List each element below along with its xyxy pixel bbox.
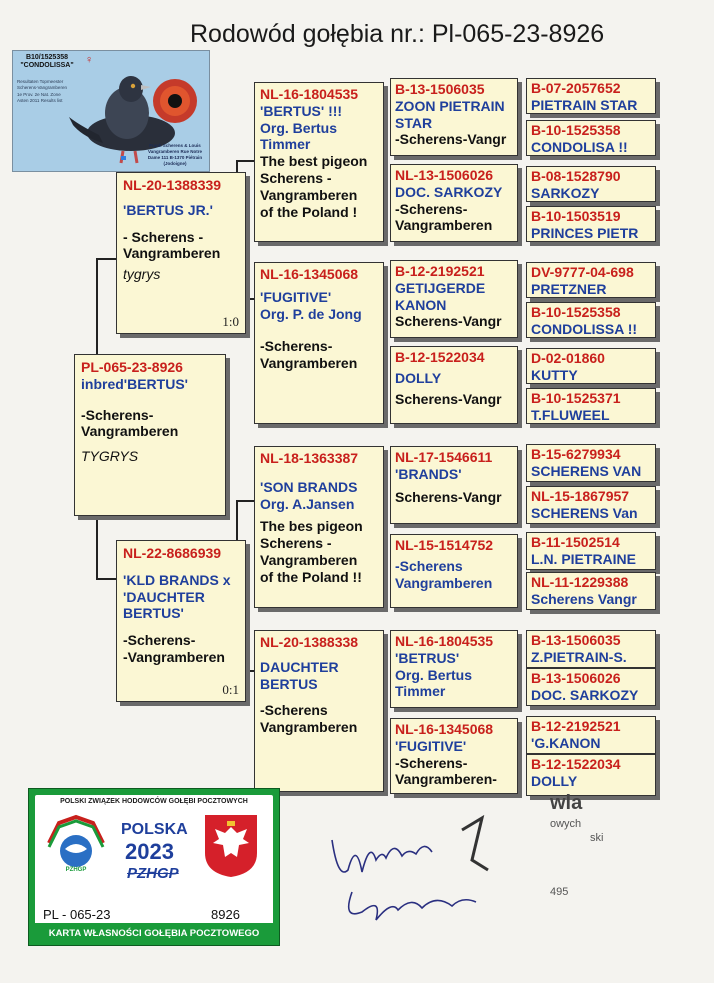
photo-text-line: 1e Prov. 2e Nat. Zone: [17, 91, 61, 97]
card-org-name: POLSKI ZWIĄZEK HODOWCÓW GOŁĘBI POCZTOWYCH: [60, 798, 248, 805]
pedigree-box-dd: [254, 630, 384, 792]
pigeon-name: T.FLUWEEL: [531, 406, 610, 423]
note-text: Vangramberen: [260, 551, 358, 568]
ring-number: NL-16-1804535: [395, 633, 494, 649]
ring-number: B-10-1503519: [531, 208, 621, 224]
note-text: Scherens -: [260, 535, 332, 552]
pedigree-box-g5: [526, 262, 656, 298]
photo-text-line: Asten 2011: [17, 97, 40, 103]
stamp-text: ski: [590, 832, 604, 844]
ring-number: NL-11-1229388: [531, 574, 629, 590]
origin-text: Timmer: [395, 683, 446, 700]
pedigree-box-ssd: [390, 164, 518, 242]
breeder-text: -Scherens-: [395, 200, 468, 217]
pigeon-name: BERTUS: [260, 675, 318, 692]
photo-owner: Louis Vangramberen: [147, 143, 201, 154]
pedigree-box-g7: [526, 348, 656, 384]
connector-line: [236, 500, 256, 502]
pigeon-name: Z.PIETRAIN-S.: [531, 648, 627, 665]
pedigree-box-g11: [526, 532, 656, 570]
pigeon-name: 'FUGITIVE': [395, 737, 467, 754]
breeder-text: Vangramberen: [123, 245, 221, 262]
pedigree-box-dds: [390, 630, 518, 708]
pigeon-name: 'KLD BRANDS x: [123, 571, 231, 588]
pedigree-box-dsd: [390, 534, 518, 608]
pigeon-name: KUTTY: [531, 366, 578, 383]
ring-number: B-15-6279934: [531, 446, 621, 462]
color-text: tygrys: [123, 266, 161, 283]
logo-caption: PZHGP: [65, 867, 87, 873]
photo-owner: Rue Notre Dame 111: [147, 148, 203, 160]
pigeon-photo: [12, 50, 210, 172]
pigeon-name: 'G.KANON: [531, 734, 601, 751]
ring-number: NL-18-1363387: [260, 450, 359, 466]
ring-number: B-12-2192521: [395, 263, 485, 279]
photo-owner: B-1370 Piétrain (Jodoigne): [163, 154, 203, 166]
note-text: The best pigeon: [260, 153, 368, 170]
ownership-card-inner: [35, 795, 273, 939]
breeder-text: -Scherens-: [81, 406, 154, 423]
photo-name: "CONDOLISSA": [20, 62, 74, 70]
pedigree-box-ss: [254, 82, 384, 242]
card-country: POLSKA: [121, 821, 188, 838]
ring-number: NL-20-1388338: [260, 634, 359, 650]
pigeon-name: 'BERTUS JR.': [123, 201, 213, 218]
card-ring-left: PL - 065-23: [43, 907, 111, 922]
breeder-stamp: [490, 792, 640, 902]
note-text: Vangramberen: [260, 186, 358, 203]
ring-number: NL-17-1546611: [395, 449, 493, 465]
pedigree-box-g14: [526, 668, 656, 706]
pedigree-box-g16: [526, 754, 656, 796]
pigeon-name: PIETRAIN STAR: [531, 96, 638, 113]
pigeon-name: Vangramberen: [395, 574, 493, 591]
breeder-text: Vangramberen: [81, 423, 179, 440]
photo-owner: Frank Scherens &: [149, 143, 188, 148]
origin-text: Timmer: [260, 136, 311, 153]
pigeon-name: PRINCES PIETR: [531, 224, 639, 241]
ring-number: NL-16-1804535: [260, 86, 359, 102]
stamp-text: wla: [550, 792, 583, 814]
breeder-text: -Scherens-: [123, 632, 196, 649]
ring-number: NL-20-1388339: [123, 177, 222, 193]
pedigree-box-g15: [526, 716, 656, 754]
breeder-text: Vangramberen-: [395, 771, 497, 788]
ring-number: D-02-01860: [531, 350, 605, 366]
pedigree-box-g13: [526, 630, 656, 668]
pedigree-box-g12: [526, 572, 656, 610]
breeder-text: Scherens-Vangr: [395, 313, 502, 330]
ratio-text: 0:1: [222, 682, 239, 697]
origin-text: Org. Bertus: [395, 666, 473, 683]
stamp-text: 495: [550, 886, 569, 898]
connector-line: [96, 578, 118, 580]
pedigree-box-sds: [390, 260, 518, 338]
pigeon-name: SARKOZY: [531, 184, 600, 201]
pedigree-box-ds: [254, 446, 384, 608]
photo-text-line: Results list: [40, 97, 63, 103]
ring-number: NL-15-1867957: [531, 488, 630, 504]
pedigree-box-sss: [390, 78, 518, 156]
connector-line: [96, 258, 98, 354]
connector-line: [96, 258, 118, 260]
stamp-text: owych: [550, 818, 582, 830]
pigeon-name: inbred'BERTUS': [81, 375, 188, 392]
pigeon-name: Scherens Vangr: [531, 590, 637, 607]
pedigree-dam-box: [116, 540, 246, 702]
pzhgp-logo-icon: [45, 813, 107, 873]
pedigree-box-g3: [526, 166, 656, 202]
breeder-text: - Scherens -: [123, 228, 204, 245]
pigeon-name: 'BETRUS': [395, 649, 460, 666]
ring-number: B-12-2192521: [531, 718, 621, 734]
ring-number: B-13-1506026: [531, 670, 621, 686]
ring-number: B-07-2057652: [531, 80, 621, 96]
breeder-text: Vangramberen: [395, 217, 493, 234]
ring-number: NL-13-1506026: [395, 167, 494, 183]
pigeon-name: DOC. SARKOZY: [531, 686, 639, 703]
female-symbol-icon: ♀: [85, 54, 94, 66]
note-text: of the Poland !!: [260, 568, 362, 585]
breeder-text: -Scherens-Vangr: [395, 131, 507, 148]
pigeon-name: 'BRANDS': [395, 465, 462, 482]
ring-number: NL-16-1345068: [395, 721, 494, 737]
pedigree-box-g4: [526, 206, 656, 242]
photo-ring: B10/1525358: [25, 54, 69, 61]
pigeon-name: DOLLY: [531, 772, 578, 789]
ring-number: DV-9777-04-698: [531, 264, 634, 280]
pedigree-box-sd: [254, 262, 384, 424]
breeder-text: Vangramberen: [260, 355, 358, 372]
ring-number: B-12-1522034: [531, 756, 621, 772]
ownership-card: [28, 788, 280, 946]
breeder-text: -Scherens-: [395, 754, 468, 771]
pigeon-name: PRETZNER: [531, 280, 607, 297]
pigeon-name: 'BERTUS' !!!: [260, 102, 343, 119]
pigeon-name: ZOON PIETRAIN: [395, 97, 505, 114]
ratio-text: 1:0: [222, 314, 239, 329]
ring-number: NL-15-1514752: [395, 537, 494, 553]
ring-number: B-13-1506035: [531, 632, 621, 648]
note-text: of the Poland !: [260, 203, 358, 220]
pigeon-name: SCHERENS VAN: [531, 462, 642, 479]
ring-number: B-13-1506035: [395, 81, 485, 97]
pigeon-name: 'SON BRANDS: [260, 478, 358, 495]
pedigree-box-ddd: [390, 718, 518, 794]
card-ring-right: 8926: [211, 907, 240, 922]
pedigree-main-box: [74, 354, 226, 516]
breeder-text: Scherens-Vangr: [395, 390, 502, 407]
pedigree-box-g8: [526, 388, 656, 424]
card-footer: KARTA WŁASNOŚCI GOŁĘBIA POCZTOWEGO: [29, 923, 279, 945]
note-text: Scherens -: [260, 169, 332, 186]
pedigree-box-sdd: [390, 346, 518, 424]
handwritten-signature: [312, 800, 502, 940]
polish-eagle-icon: [203, 813, 259, 879]
origin-text: Org. A.Jansen: [260, 495, 355, 512]
ring-number: B-10-1525358: [531, 304, 621, 320]
pigeon-name: GETIJGERDE: [395, 279, 486, 296]
pigeon-name: DOC. SARKOZY: [395, 183, 503, 200]
card-year: 2023: [125, 839, 174, 864]
pigeon-name: SCHERENS Van: [531, 504, 638, 521]
pigeon-name: CONDOLISSA !!: [531, 320, 638, 337]
ring-number: B-08-1528790: [531, 168, 621, 184]
pigeon-name: BERTUS': [123, 605, 184, 622]
ring-number: B-10-1525371: [531, 390, 621, 406]
ring-number: NL-16-1345068: [260, 266, 359, 282]
pigeon-name: DAUCHTER: [260, 658, 339, 675]
breeder-text: Vangramberen: [260, 719, 358, 736]
breeder-text: Scherens-Vangr: [395, 488, 502, 505]
pigeon-name: STAR: [395, 114, 433, 131]
note-text: The bes pigeon: [260, 518, 363, 535]
pedigree-box-g9: [526, 444, 656, 482]
ring-number: B-12-1522034: [395, 349, 485, 365]
ring-number: NL-22-8686939: [123, 545, 222, 561]
pigeon-name: DOLLY: [395, 369, 442, 386]
ring-number: PL-065-23-8926: [81, 359, 183, 375]
connector-line: [236, 160, 256, 162]
pigeon-name: L.N. PIETRAINE: [531, 550, 637, 567]
pigeon-name: CONDOLISA !!: [531, 138, 628, 155]
page-title: Rodowód gołębia nr.: Pl-065-23-8926: [190, 20, 605, 48]
ring-number: B-10-1525358: [531, 122, 621, 138]
pedigree-box-g10: [526, 486, 656, 524]
origin-text: Org. P. de Jong: [260, 305, 362, 322]
color-text: TYGRYS: [81, 448, 139, 465]
pigeon-name: 'FUGITIVE': [260, 288, 332, 305]
breeder-text: -Scherens: [260, 702, 328, 719]
pigeon-name: 'DAUCHTER: [123, 588, 205, 605]
pedigree-sire-box: [116, 172, 246, 334]
photo-text-line: Resultaten Topmeester Scherens-Vangramberen: [17, 79, 67, 91]
card-abbr: PZHGP: [127, 865, 179, 882]
pedigree-box-g2: [526, 120, 656, 156]
pedigree-box-g6: [526, 302, 656, 338]
pigeon-name: KANON: [395, 296, 447, 313]
pedigree-box-g1: [526, 78, 656, 114]
origin-text: Org. Bertus: [260, 119, 338, 136]
connector-line: [96, 516, 98, 578]
pedigree-box-dss: [390, 446, 518, 524]
pigeon-name: -Scherens: [395, 557, 463, 574]
breeder-text: -Vangramberen: [123, 648, 225, 665]
ring-number: B-11-1502514: [531, 534, 620, 550]
breeder-text: -Scherens-: [260, 338, 333, 355]
